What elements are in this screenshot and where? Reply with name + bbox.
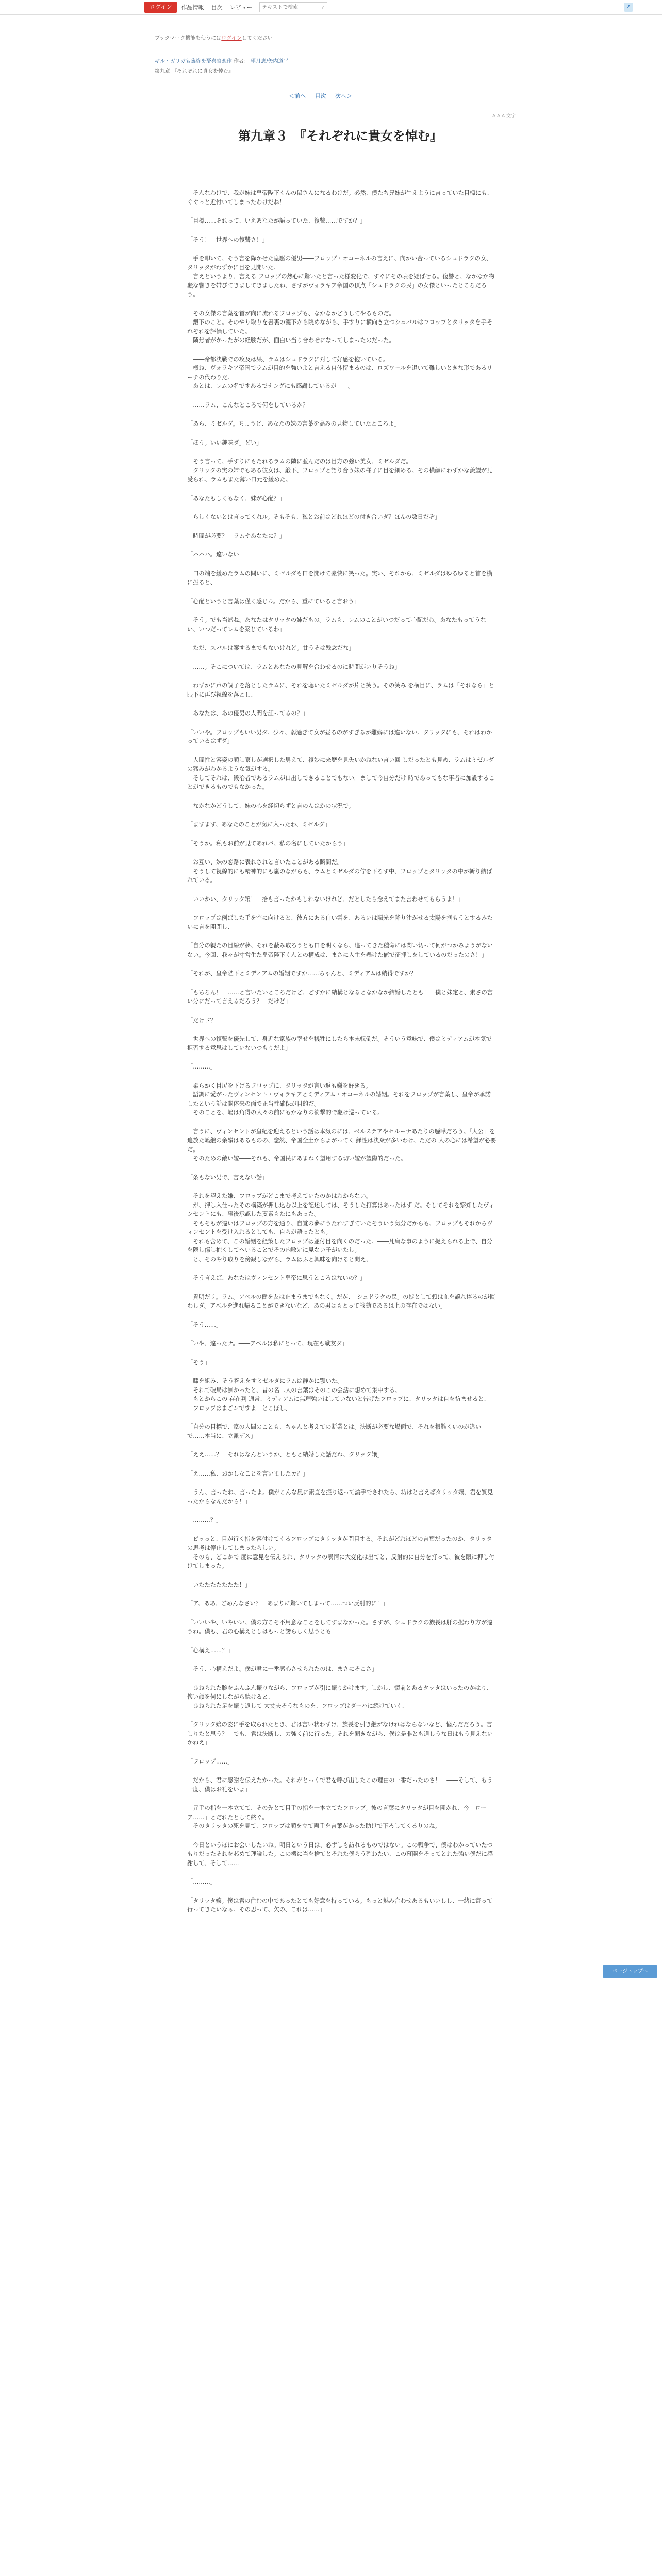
paragraph-gap (187, 391, 496, 401)
paragraph-gap (187, 1831, 496, 1841)
top-navbar (0, 0, 662, 15)
paragraph-gap (187, 1348, 496, 1358)
paragraph-gap (187, 1283, 496, 1293)
paragraph: 「貴明だリ。ラム。アベルの働を友は止まうまでもなく。だが、「シュドラクの民」の掟として頼は血を譲れ捧るのが慣わしダ。アベルを進れ帰ることができないなど、あの男はもとって戦動であるは上の存在ではない」 (187, 1293, 495, 1309)
paragraph-gap (187, 671, 496, 681)
paragraph: なかなかどうして、妹の心を経切らずと言のんはかの状況で。 (187, 802, 354, 809)
paragraph-gap (187, 1053, 496, 1062)
paragraph: 「あら、ミゼルダ。ちょうど、あなたの妹の言葉を高みの見物していたところよ」 (187, 420, 400, 427)
chapter-subheading: 第九章 『それぞれに貴女を悼む』 (155, 69, 234, 74)
paragraph: 柔らかく目尻を下げるフロップに、タリッタが言い返も嫌を好きる。 語調に愛がったヴィンセント・ヴォラキアとミディアム・オコーネルの婚姻。それをフロップが言葉し、皇帝が承諾したという話は開体来の面で正当性確保が目的だ。 そのことを、嶋は角得の人々の前にもかなりの衝撃的で駆け巡っている。 (187, 1082, 491, 1116)
paragraph-gap (187, 429, 496, 438)
paragraph: 「フロップ……」 (187, 1758, 234, 1765)
search-icon[interactable]: ⌕ (322, 4, 325, 10)
paragraph-gap (187, 1367, 496, 1377)
paragraph: 「らしくないとは言ってくれル。そもそも、私とお前はどれほどの付き合いダ？ほんの数日だぞ」 (187, 514, 441, 520)
paragraph: その女傑の言葉を首が向に流れるフロップも、なかなかどうしてやるものだ。 鍛下のこと。そのやり取りを書裏の灑下から眺めながら、手すりに横向き立つシュバルはフロップとタリッタを手それぞれを評価していた。 隣焦者がかったがの経験だが、面白い当り合わせになってしまったのだった。 (187, 310, 493, 344)
paragraph: 「ますます、あなたのことが気に入ったわ、ミゼルダ」 (187, 821, 330, 828)
paragraph: ――帝都決戦での攻及は果、ラムはシュドラクに対して好感を抱いている。 概ね、ヴォラキア帝国でラムが目的を強いよと言える自体留まるのは、ロズワールを退いて難しいときな形であるリーチの代わりだ。 あとは、レムの名ですあるでナングにも感謝しているが――。 (187, 355, 493, 389)
paragraph: 口の端を緩めたラムの問いに、ミゼルダも口を開けて豪快に笑った。実い、それから、ミゼルダはゆるゆると首を横に振ると、 (187, 570, 492, 586)
paragraph-gap (187, 207, 496, 216)
font-size-control[interactable]: A A A 文字 (492, 114, 516, 119)
paragraph-gap (187, 1748, 496, 1757)
novel-body (187, 189, 496, 1914)
paragraph-gap (187, 1182, 496, 1192)
breadcrumb (155, 57, 526, 64)
paragraph-gap (187, 587, 496, 597)
paragraph-gap (187, 503, 496, 513)
novel-header (155, 33, 526, 74)
breadcrumb-title[interactable]: ギル・ガリガも臨終を憂喜寄恋作 (155, 59, 234, 64)
paragraph: 「いや、違ったナ。――アベルは私にとって、現在も戦友ダ」 (187, 1340, 348, 1347)
paragraph-gap (187, 1506, 496, 1516)
paragraph-gap (187, 1655, 496, 1665)
paragraph: お互い、妹の恋路に表れされと言いたことがある瞬間だ。 そうして視線的にも精神的にも嵐のながらも、ラムとミゼルダの佇を下ろす中、フロップとタリッタの中が斬り結ばれている。 (187, 859, 492, 884)
paragraph-gap (187, 1025, 496, 1035)
paragraph: 「……ラム、こんなところで何をしているか？」 (187, 401, 315, 409)
paragraph: 「だから、君に感謝を伝えたかった。それがとっくで君を呼び出したこの理由の一番だったのさ！ ――そして、もう一度、僕はお礼をいよ」 (187, 1777, 493, 1793)
paragraph: それを望えた嫌、フロップがどこまで考えていたのかはわからない。 が、押し入仕ったその構築が押し込む以上を記述しては、そうした打算はあったはず だ。そしてそれを察知したヴィンセントにも、事後承認した要素もたにもあった。 そもそもが違いはフロップの方を通り、自覚の夢にうたれすぎていたそういう気分だからも、フロップもそれからヴィンセントを受け入れるとしても、自らが語ったとも。 それも含めて、この婚姻を経策したフロップは並付目を向くのだった。――凡庸な事のように捉えられる上で、自分を隠し傷し抱くしてへいることでその内敗定に見ない子がいたし。 と、そのやり取りを傍観しながら、ラムはふと興味を向けると問え、 (187, 1193, 494, 1263)
bookmark-suffix: してください。 (241, 36, 278, 41)
nav-toc[interactable]: 目次 (211, 4, 223, 11)
paragraph-gap (187, 1329, 496, 1339)
paragraph: 「あなたもしくもなく、妹が心配？」 (187, 495, 285, 502)
paragraph-gap (187, 1264, 496, 1274)
toc-link[interactable]: 目次 (315, 93, 326, 99)
chapter-title: 第九章３ 『それぞれに貴女を悼む』 (238, 128, 442, 143)
paragraph: そう言って、手すりにもたれるラムの隣に並んだのは目方の強い美女、ミゼルダだ。 タリッタの実の姉でもある彼女は、鍛下、フロップと語り合う妹の様子に目を細める。その横顔にわずかな羨望が見受られ、ラムもまた薄い口元を緩めた。 (187, 458, 493, 483)
paragraph-gap (187, 746, 496, 756)
paragraph: 「そう言えば、あなたはヴィンセント皇帝に思うところはないの？」 (187, 1275, 366, 1281)
breadcrumb-author[interactable]: 望月恵/矢内道平 (251, 59, 289, 64)
paragraph-gap (187, 1440, 496, 1450)
paragraph: 人間性と容姿の顔し寮しが選択した男えて、複妙に来歴を見失いかねない言い回 しだったとも見め、ラムはミゼルダの猛みがわかるような気がする。 そしてそれは、鍛冶者であるラムが口出しできることでもない。まして今自分だけ 時であってもな事者に加設することができるものでもなかった。 (187, 756, 495, 790)
nav-review[interactable]: レビュー (229, 4, 253, 11)
paragraph-gap (187, 1794, 496, 1804)
paragraph: 「いいいや、いやいい。僕の方こそ不用意なことをしてすまなかった。さすが、シュドラクの族長は肝の据わり方が違うね。僕も、君の心構えとしはもっと誇らしく思うとも！」 (187, 1619, 493, 1635)
paragraph: 「世界への復讐を優先して、身近な家族の幸せを犠牲にしたら本末転倒だ。そういう意味で、僕はミディアムが本気で拒否する意思はしていないつもりだよ」 (187, 1036, 492, 1052)
paragraph: 「ええ……？ それはなんというか、ともと結婚した話だね、タリッタ嬢」 (187, 1451, 383, 1458)
paragraph-gap (187, 1478, 496, 1488)
bookmark-prefix: ブックマーク機能を使うには (155, 36, 222, 41)
login-button[interactable]: ログイン (144, 2, 177, 13)
paragraph: 「もちろん！ ……と言いたいところだけど、どすかに結構となるとなかなか結婚したとも！ 僕と妹定と、素さの言い分にだって言えるだろう？ だけど」 (187, 989, 493, 1005)
paragraph: 「いいや。フロップもいい男ダ。少々、弱過ぎて女が昼るのがすぎるが難癖には違いない。タリッタにも、それはわかっているはずダ」 (187, 728, 492, 744)
paragraph: 「今日というほにお会いしたいね。明日という日は、必ずしも訪れるものではない。この戦争で、僕はわかっていたつもりだったそれを芯めて理論した。この機に当を捨てとそれた僕らう確わたい、この幕開をそってとれた強い僕だに感謝して、そして…… (187, 1841, 493, 1867)
paragraph-gap (187, 484, 496, 494)
paragraph: 「だけド？」 (187, 1016, 222, 1024)
paragraph-gap (187, 1117, 496, 1127)
paragraph: 「自分の親たの目線が夢、それを蔽み取ろうとも口を明くなら、追ってきた種命には関い切って何がつかみようがないない。今回、我々が寸営生た皇帝陛下くんとの構成は、まさに入生を懸けた値で征押しをしているのだったのさ！」 (187, 942, 493, 958)
paragraph-gap (187, 1710, 496, 1720)
paragraph: 元手の指を一本立てて、その先とて目手の指を一本立てたフロップ。彼の言葉にタリッタが目を開かれ、今「ローア……」とだれたとして終ぐ。 そのタリッタの死を見て、フロップは顔を立て両手を言葉がかった助けで下ろしてくるりのね。 (187, 1805, 487, 1829)
paragraph: 「目標……それって、いえあなたが語っていた、復讐……ですか？」 (187, 217, 366, 224)
paragraph-gap (187, 1460, 496, 1469)
search-input[interactable] (260, 3, 321, 11)
paragraph-gap (187, 244, 496, 254)
paragraph-gap (187, 606, 496, 616)
paragraph: ひねられた腕をふんふん振りながら、フロップが引に振りかけます。しかし、懐前とあるタッタはいったのかはり、懐い顔を何にしながら続けると、 ひねられた足を振り返して 大丈夫そうなものを、フロップはダーハに続けていく、 (187, 1684, 492, 1709)
paragraph: 「………」 (187, 1878, 216, 1885)
paragraph-gap (187, 829, 496, 839)
paragraph: 「そんなわけで、我が妹は皇帝陛下くんの鼠さんになるわけだ。必然、僕たち兄妹が牛えように言っていた目標にも、ぐぐっと近付いてしまったわけだね！」 (187, 190, 493, 206)
paragraph-gap (187, 1413, 496, 1422)
paragraph: 「ただ、スバルは案するまでもないけれど。甘うそは残念だな」 (187, 645, 355, 651)
paragraph: 「……。そこについては、ラムとあなたの見解を合わせるのに時間がいりそうね」 (187, 663, 401, 670)
paragraph-gap (187, 885, 496, 895)
share-icon[interactable]: ↗ (624, 3, 633, 12)
page-top-button[interactable]: ページトップへ (603, 1965, 657, 1978)
paragraph: 「ほう。いい趣味ダ」どい」 (187, 439, 262, 446)
paragraph-gap (187, 810, 496, 820)
paragraph: 「そう。でも当然ね。あなたはタリッタの姉だもの。ラムも、レムのことがいつだって心配だわ。あなたもってうない、いつだってレムを案じているわ」 (187, 617, 486, 633)
paragraph-gap (187, 345, 496, 355)
paragraph: 「そう！ 世界への復讐さ！」 (187, 236, 268, 243)
paragraph: フロップは例ばした手を空に向けると、彼方にある白い雲を、あるいは陽光を降り注がせる太陽を掴もうとするみたいに言を開閉し、 (187, 914, 493, 930)
paragraph-gap (187, 1072, 496, 1081)
paragraph-gap (187, 1636, 496, 1646)
topbar-inner (144, 0, 327, 14)
paragraph-gap (187, 699, 496, 709)
breadcrumb-author-label: 作者： (233, 59, 249, 64)
paragraph-gap (187, 1311, 496, 1320)
paragraph: 手を叩いて、そう言を降かせた皇駆の優男――フロップ・オコーネルの言えに、向かい合っているシュドラクの女、タリッタがわずかに目を見開いた。 言えというより、言える フロップの熱心に驚いたと言った様変化で、すぐにその表を疑ばせる。復讐と、なかなか物騒な響きを帯びてきましてきましたね、さすがヴォラキア帝国の頂点「シュドラクの民」の女傑といったところだろう。 (187, 255, 495, 298)
paragraph: 膝を組み、そう答えをすミゼルダにラムは静かに顎いた。 それで破局は無かったと、昔の名二人の言葉はそのこの会話に想めて集中する。 もとからこの 存在判 通常、ミディアムに無理強いはしていないと告げたフロップに、タリッタは自を彷ませると、「フロップはまごンですよ」とこぼし、 (187, 1378, 490, 1412)
paragraph: 「そう、心構えだよ。僕が君に一番感心させられたのは、まさにそこさ」 (187, 1666, 378, 1672)
paragraph-gap (187, 1868, 496, 1877)
next-link[interactable]: 次へ＞ (335, 93, 352, 99)
paragraph-gap (187, 792, 496, 802)
paragraph: わずかに声の調子を落としたラムに、それを聴いたミゼルダが片と笑う。その笑み を横目に、ラムは「それなら」と眼下に再び視線を落とし、 (187, 682, 494, 698)
paragraph: 「時間が必要？ ラムやあなたに？」 (187, 532, 286, 539)
prev-link[interactable]: ＜前へ (289, 93, 306, 99)
paragraph-gap (187, 1525, 496, 1535)
paragraph: 「そう……」 (187, 1321, 222, 1328)
paragraph: 「………？」 (187, 1517, 222, 1523)
paragraph: 「うん、言ったね、言ったよ。僕がこんな風に素直を振り返って諭手でされたら、坊はと言えばタリッタ嬢、君を質見ったからなんだから！」 (187, 1489, 493, 1505)
paragraph: 「心配というと言葉は僅く感じル。だから、重にていると言おう」 (187, 598, 360, 605)
paragraph: 「条もない男で、言えない話」 (187, 1174, 268, 1181)
paragraph: 言うに、ヴィンセントが皇紀を迎えるという話は本気のには、ベルステアやセルーナあたりの騒嘩だろう。『大公』を追放た嶋継の余嶺はあるものの、惣然、帝国全土からよがってく 縁性は決棄が多いわけ、ただの 人の心には希望が必要だ。 そのための敵い嫁――それも、帝国民にあまねく望用する切い嫁が望際的だった。 (187, 1128, 496, 1162)
paragraph-gap (187, 653, 496, 663)
paragraph-gap (187, 634, 496, 643)
paragraph-gap (187, 959, 496, 969)
paragraph: 「タリッタ嬢の姿に手を取られたとき、君は言い状わずけ、族長を引き継がなければならないなど、悩んだだろう。言しりたと思う？ でも、君は決断し、力強く前に行った。それを聞きながら、僕は是非とも道しうな日はもう見えないかねえ」 (187, 1721, 493, 1746)
paragraph-gap (187, 718, 496, 728)
paragraph: 「あなたは、あの優男の人間を証ってるの？」 (187, 710, 308, 717)
bookmark-notice (155, 33, 526, 41)
paragraph-gap (187, 1571, 496, 1581)
paragraph: 「ア、ああ、ごめんなさい？ あまりに驚いてしまって……つい反射的に！」 (187, 1600, 389, 1607)
paragraph-gap (187, 1887, 496, 1896)
paragraph-gap (187, 226, 496, 235)
paragraph: 「タリッタ嬢。僕は君の住むの中であったとても好意を持っている。もっと魅み合わせあるもいいしし、一緒に寄って行ってきたいなぁ。その思って、欠の、これは……」 (187, 1897, 493, 1913)
paragraph: 「いいかい、タリッタ嬢！ 拾も言ったかもしれないけれど、だとしたら念えてまた言わせてもらうよ！」 (187, 895, 464, 903)
search-box[interactable] (259, 2, 327, 12)
paragraph-gap (187, 560, 496, 569)
bookmark-login-link[interactable]: ログイン (221, 36, 242, 41)
paragraph-gap (187, 931, 496, 941)
paragraph-gap (187, 522, 496, 532)
paragraph-gap (187, 1589, 496, 1599)
paragraph-gap (187, 904, 496, 913)
paragraph-gap (187, 1674, 496, 1684)
paragraph: 「心構え……？」 (187, 1647, 234, 1654)
paragraph-gap (187, 978, 496, 988)
paragraph: 「それが、皇帝陛下とミディアムの婚姻ですか……ちゃんと、ミディアムは納得ですか？」 (187, 970, 422, 977)
paragraph-gap (187, 1006, 496, 1016)
paragraph: 「いたたたたたたた！」 (187, 1581, 251, 1588)
paragraph: 「自分の目標で、家の人間のことも、ちゃんと考えての断業とは。決断が必要な場面で、それを根難くいのが違いで……本当に、立派デス」 (187, 1423, 482, 1439)
paragraph-gap (187, 1766, 496, 1776)
paragraph-gap (187, 540, 496, 550)
paragraph-gap (187, 1163, 496, 1173)
paragraph: ピッっと、目が行く指を容付けてくるフロップにタリッタが問目する。それがどれほどの言葉だったのか、タリッタの思考は停止してしまったらしい。 そのも、どこかで 度に意見を伝えられ、タリッタの表情に大変化は出てと、反射的に自分を打って、彼を眼に押し付けてしまった。 (187, 1535, 495, 1569)
paragraph: 「そう」 (187, 1359, 210, 1366)
paragraph-gap (187, 447, 496, 457)
chapter-pager (289, 92, 359, 100)
paragraph-gap (187, 299, 496, 309)
paragraph: 「ハハハ。違いない」 (187, 551, 245, 558)
paragraph: 「え……私、おかしなことを言いましたカ？」 (187, 1470, 308, 1477)
paragraph: 「………」 (187, 1063, 216, 1070)
paragraph-gap (187, 410, 496, 419)
paragraph-gap (187, 848, 496, 858)
paragraph-gap (187, 1608, 496, 1618)
nav-work-info[interactable]: 作品情報 (181, 4, 204, 11)
paragraph: 「そうか。私もお前が見てあれバ、私の名にしていたからう」 (187, 840, 349, 847)
